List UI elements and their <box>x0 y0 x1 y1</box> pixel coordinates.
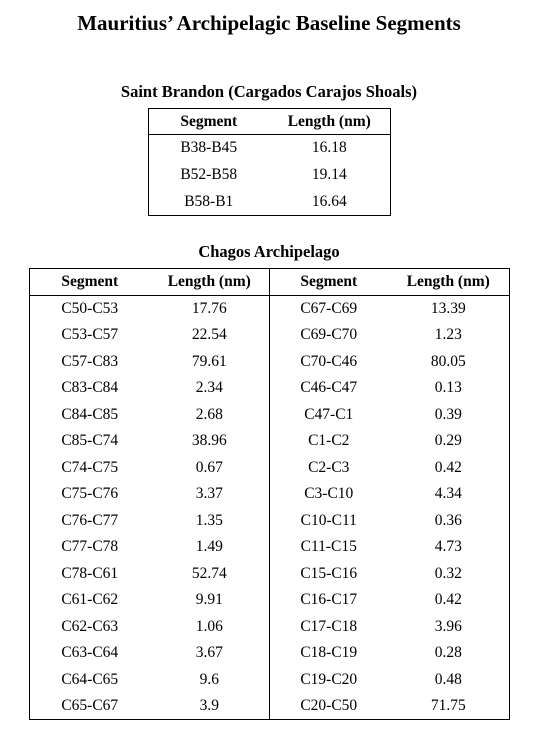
table-header-row <box>149 109 391 135</box>
segment-cell: C17-C18 <box>300 617 358 635</box>
segment-cell: C57-C83 <box>61 352 119 370</box>
table-row <box>30 296 510 323</box>
segment-cell: C50-C53 <box>61 300 119 317</box>
table-row <box>30 508 510 535</box>
segment-cell: C76-C77 <box>61 511 119 529</box>
segment-cell: C20-C50 <box>300 697 358 714</box>
segment-cell: C84-C85 <box>61 405 119 423</box>
chagos-table <box>29 268 510 720</box>
segment-cell: B38-B45 <box>180 139 238 157</box>
segment-cell: C18-C19 <box>300 644 358 662</box>
length-cell: 79.61 <box>150 349 270 376</box>
saint-brandon-subtitle: Saint Brandon (Cargados Carajos Shoals) <box>120 82 418 101</box>
table-row <box>30 667 510 694</box>
length-cell: 0.39 <box>434 405 462 423</box>
column-header-length-left: Length (nm) <box>150 269 270 296</box>
length-cell: 9.6 <box>150 667 270 694</box>
length-cell: 0.36 <box>434 511 462 529</box>
table-row <box>30 614 510 641</box>
segment-cell: C83-C84 <box>61 379 119 397</box>
segment-cell: C62-C63 <box>61 617 119 635</box>
table-row <box>30 428 510 455</box>
length-cell: 0.13 <box>434 379 462 397</box>
column-header-segment-right: Segment <box>270 269 388 296</box>
length-cell: 17.76 <box>150 296 270 323</box>
column-header-segment: Segment <box>149 109 269 135</box>
length-cell: 2.68 <box>150 402 270 429</box>
table-row <box>149 162 391 189</box>
segment-cell: C75-C76 <box>61 485 119 503</box>
table-row <box>30 349 510 376</box>
length-cell: 1.35 <box>150 508 270 535</box>
table-row <box>30 402 510 429</box>
table-row <box>30 561 510 588</box>
length-cell: 1.06 <box>150 614 270 641</box>
length-cell: 0.29 <box>434 432 462 450</box>
length-cell: 3.37 <box>150 481 270 508</box>
column-header-length: Length (nm) <box>269 109 391 135</box>
length-cell: 13.39 <box>430 300 466 317</box>
length-cell: 0.28 <box>434 644 462 662</box>
segment-cell: C74-C75 <box>61 458 119 476</box>
table-header-row <box>30 269 510 296</box>
table-row <box>149 189 391 216</box>
length-cell: 0.42 <box>434 458 462 476</box>
chagos-subtitle: Chagos Archipelago <box>198 242 340 261</box>
table-row <box>30 693 510 720</box>
segment-cell: C2-C3 <box>308 458 350 476</box>
length-cell: 3.9 <box>150 693 270 720</box>
length-cell: 0.67 <box>150 455 270 482</box>
length-cell: 3.67 <box>150 640 270 667</box>
segment-cell: B58-B1 <box>184 192 234 210</box>
column-header-segment-left: Segment <box>30 269 150 296</box>
length-cell: 2.34 <box>150 375 270 402</box>
length-cell: 71.75 <box>430 697 466 714</box>
page-title: Mauritius’ Archipelagic Baseline Segments <box>77 11 461 35</box>
table-row <box>30 481 510 508</box>
length-cell: 4.73 <box>434 538 462 556</box>
segment-cell: C10-C11 <box>300 511 357 529</box>
table-row <box>30 534 510 561</box>
length-cell: 80.05 <box>430 352 466 370</box>
segment-cell: B52-B58 <box>180 166 238 183</box>
column-header-length-right: Length (nm) <box>388 269 510 296</box>
segment-cell: C85-C74 <box>61 432 119 450</box>
segment-cell: C3-C10 <box>304 485 354 503</box>
segment-cell: C15-C16 <box>300 564 358 582</box>
segment-cell: C61-C62 <box>61 591 119 609</box>
length-cell: 1.23 <box>434 326 462 344</box>
length-cell: 0.32 <box>434 564 462 582</box>
length-cell: 16.18 <box>311 139 347 157</box>
length-cell: 0.42 <box>434 591 462 609</box>
segment-cell: C19-C20 <box>300 670 358 688</box>
segment-cell: C47-C1 <box>304 405 354 423</box>
table-row <box>30 455 510 482</box>
length-cell: 19.14 <box>311 166 347 183</box>
table-row <box>149 135 391 162</box>
length-cell: 52.74 <box>150 561 270 588</box>
length-cell: 0.48 <box>434 670 462 688</box>
segment-cell: C53-C57 <box>61 326 119 344</box>
segment-cell: C64-C65 <box>61 670 119 688</box>
table-row <box>30 375 510 402</box>
segment-cell: C46-C47 <box>300 379 358 397</box>
segment-cell: C11-C15 <box>300 538 357 556</box>
length-cell: 3.96 <box>434 617 462 635</box>
length-cell: 9.91 <box>150 587 270 614</box>
segment-cell: C65-C67 <box>61 697 119 714</box>
saint-brandon-table <box>148 108 391 216</box>
segment-cell: C67-C69 <box>300 300 358 317</box>
length-cell: 1.49 <box>150 534 270 561</box>
segment-cell: C69-C70 <box>300 326 358 344</box>
segment-cell: C78-C61 <box>61 564 119 582</box>
table-row <box>30 322 510 349</box>
length-cell: 4.34 <box>434 485 462 503</box>
segment-cell: C16-C17 <box>300 591 358 609</box>
segment-cell: C77-C78 <box>61 538 119 556</box>
length-cell: 38.96 <box>150 428 270 455</box>
segment-cell: C70-C46 <box>300 352 358 370</box>
table-row <box>30 640 510 667</box>
length-cell: 22.54 <box>150 322 270 349</box>
segment-cell: C1-C2 <box>308 432 350 450</box>
segment-cell: C63-C64 <box>61 644 119 662</box>
length-cell: 16.64 <box>311 192 347 210</box>
table-row <box>30 587 510 614</box>
